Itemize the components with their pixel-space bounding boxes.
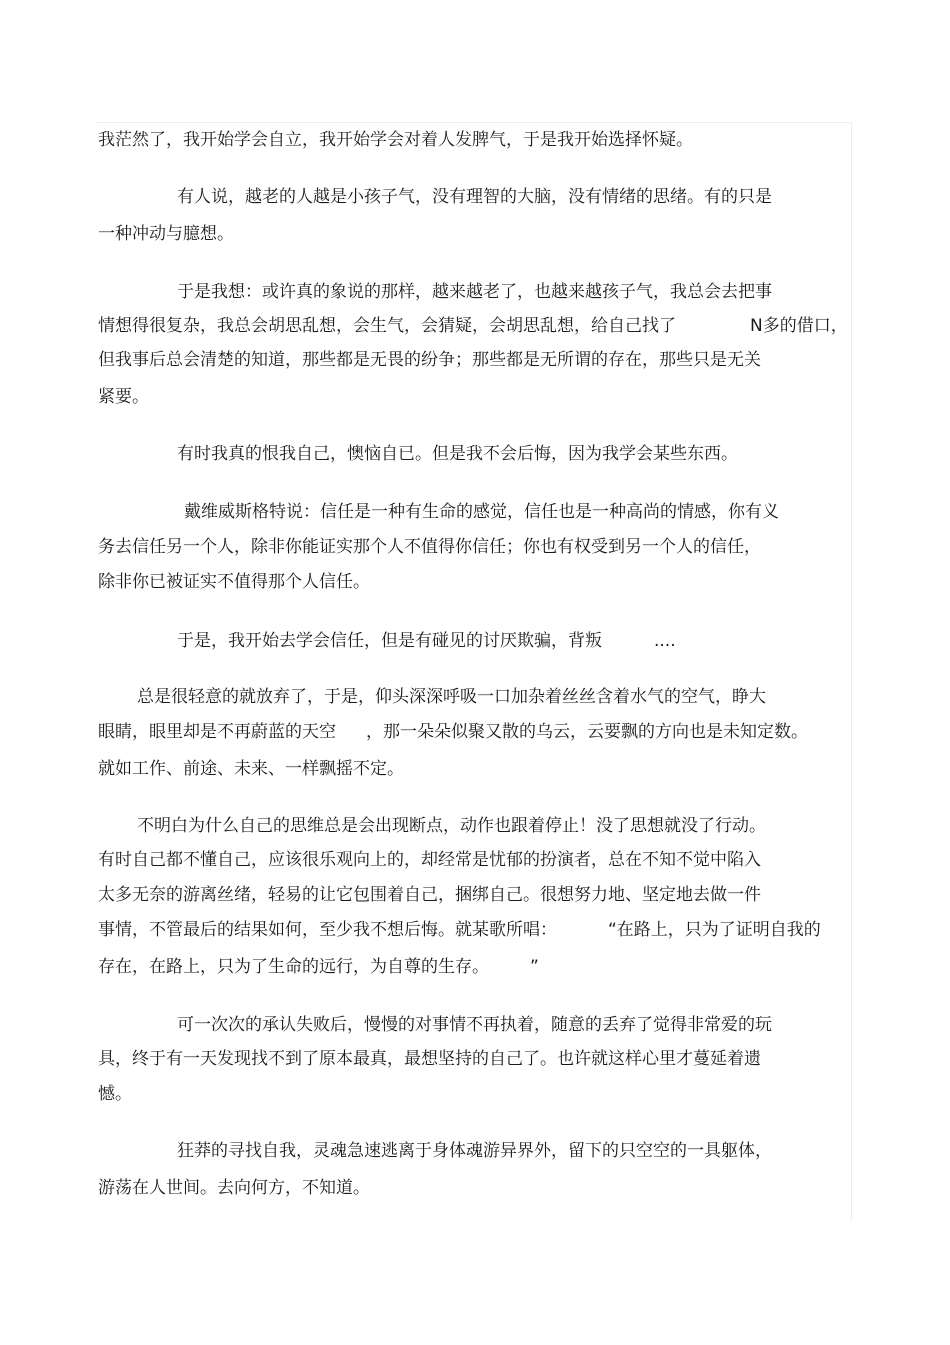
text-line: 游荡在人世间。去向何方，不知道。 [98,1178,370,1198]
page-border-top [96,122,852,123]
text-line: 事情，不管最后的结果如何，至少我不想后悔。就某歌所唱： [98,920,557,940]
text-line: 有人说，越老的人越是小孩子气，没有理智的大脑，没有情绪的思绪。有的只是 [177,187,772,207]
text-line: N多的借口， [750,316,848,336]
text-line: 一种冲动与臆想。 [98,224,234,244]
text-line: 太多无奈的游离丝绪，轻易的让它包围着自己，捆绑自己。很想努力地、坚定地去做一件 [98,885,761,905]
text-line: ，那一朵朵似聚又散的乌云，云要飘的方向也是未知定数。 [366,722,808,742]
text-line: 可一次次的承认失败后，慢慢的对事情不再执着，随意的丢弃了觉得非常爱的玩 [177,1015,772,1035]
text-line: 务去信任另一个人，除非你能证实那个人不值得你信任；你也有权受到另一个人的信任， [98,537,761,557]
text-line: “在路上，只为了证明自我的 [608,920,821,940]
text-line: 紧要。 [98,387,149,407]
text-line: 总是很轻意的就放弃了，于是，仰头深深呼吸一口加杂着丝丝含着水气的空气，睁大 [137,687,766,707]
text-line: 于是，我开始去学会信任，但是有碰见的讨厌欺骗，背叛 [177,631,602,651]
text-line: 眼睛，眼里却是不再蔚蓝的天空 [98,722,336,742]
text-line: 于是我想：或许真的象说的那样，越来越老了，也越来越孩子气，我总会去把事 [177,282,772,302]
text-line: 有时我真的恨我自己，懊恼自已。但是我不会后悔，因为我学会某些东西。 [177,444,738,464]
text-line: 存在，在路上，只为了生命的远行，为自尊的生存。 [98,957,489,977]
text-line: 除非你已被证实不值得那个人信任。 [98,572,370,592]
text-line: 有时自己都不懂自己，应该很乐观向上的，却经常是忧郁的扮演者，总在不知不觉中陷入 [98,850,761,870]
text-line: 不明白为什么自己的思维总是会出现断点，动作也跟着停止！没了思想就没了行动。 [137,816,766,836]
text-line: 戴维威斯格特说：信任是一种有生命的感觉，信任也是一种高尚的情感，你有义 [184,502,779,522]
text-line: 情想得很复杂，我总会胡思乱想，会生气，会猜疑，会胡思乱想，给自己找了 [98,316,676,336]
text-line: 但我事后总会清楚的知道，那些都是无畏的纷争；那些都是无所谓的存在，那些只是无关 [98,350,761,370]
text-line: 憾。 [98,1084,132,1104]
page-border-right [851,122,852,1220]
text-line: 就如工作、前途、未来、一样飘摇不定。 [98,759,404,779]
text-line: ” [530,957,539,977]
text-line: 我茫然了，我开始学会自立，我开始学会对着人发脾气，于是我开始选择怀疑。 [98,130,693,150]
text-line: .... [654,631,676,651]
text-line: 具，终于有一天发现找不到了原本最真，最想坚持的自己了。也许就这样心里才蔓延着遗 [98,1049,761,1069]
text-line: 狂莽的寻找自我，灵魂急速逃离于身体魂游异界外，留下的只空空的一具躯体， [177,1141,772,1161]
